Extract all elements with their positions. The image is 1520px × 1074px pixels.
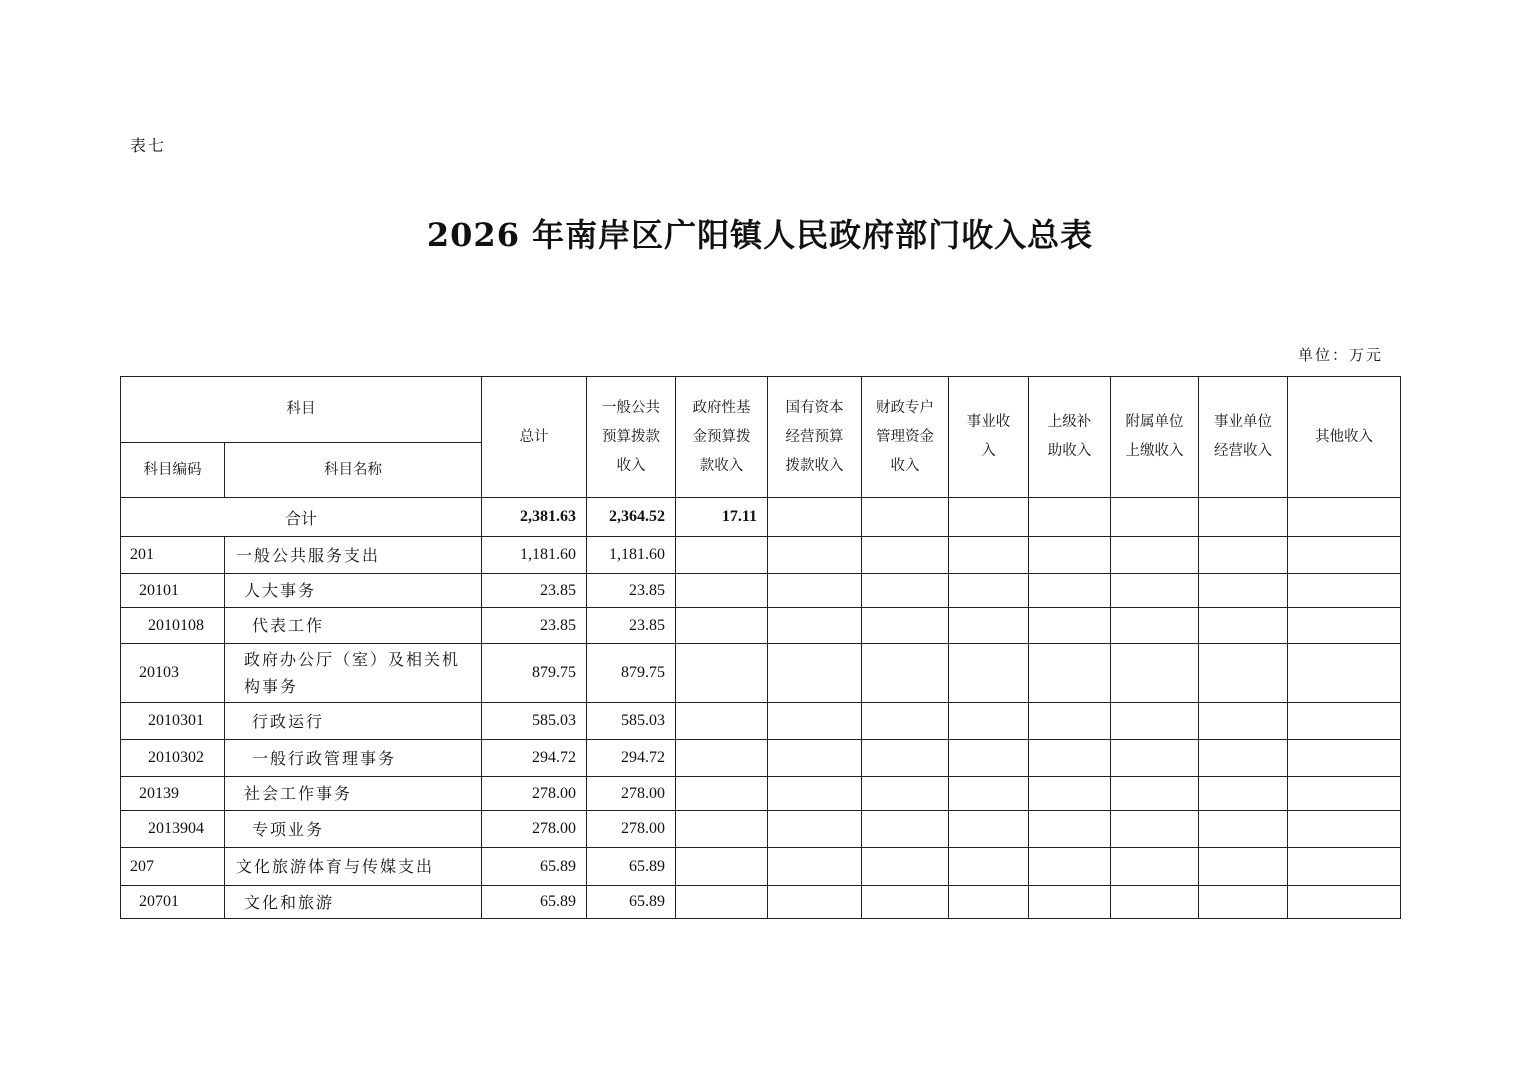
empty-cell bbox=[1199, 644, 1288, 703]
empty-cell bbox=[1199, 886, 1288, 919]
empty-cell bbox=[949, 777, 1029, 811]
empty-cell bbox=[1199, 574, 1288, 608]
empty-cell bbox=[1029, 886, 1111, 919]
empty-cell bbox=[862, 777, 949, 811]
subject-code: 20139 bbox=[121, 777, 225, 811]
table-row bbox=[121, 740, 1401, 777]
empty-cell bbox=[1199, 498, 1288, 537]
empty-cell bbox=[768, 886, 862, 919]
empty-cell bbox=[1029, 703, 1111, 740]
empty-cell bbox=[1288, 740, 1401, 777]
empty-cell bbox=[862, 574, 949, 608]
row-total: 278.00 bbox=[482, 777, 587, 811]
subject-name: 一般行政管理事务 bbox=[225, 740, 482, 777]
total-general-budget: 2,364.52 bbox=[587, 498, 676, 537]
subject-name: 行政运行 bbox=[225, 703, 482, 740]
empty-cell bbox=[768, 644, 862, 703]
empty-cell bbox=[949, 703, 1029, 740]
empty-cell bbox=[949, 537, 1029, 574]
subject-code: 20101 bbox=[121, 574, 225, 608]
header-affiliated-payment: 附属单位上缴收入 bbox=[1111, 377, 1199, 498]
header-fiscal-special: 财政专户管理资金收入 bbox=[862, 377, 949, 498]
empty-cell bbox=[1288, 777, 1401, 811]
empty-cell bbox=[676, 644, 768, 703]
total-amount: 2,381.63 bbox=[482, 498, 587, 537]
empty-cell bbox=[1111, 886, 1199, 919]
header-state-capital: 国有资本经营预算拨款收入 bbox=[768, 377, 862, 498]
table-row bbox=[121, 811, 1401, 848]
row-general-budget: 278.00 bbox=[587, 811, 676, 848]
empty-cell bbox=[1029, 811, 1111, 848]
row-general-budget: 23.85 bbox=[587, 574, 676, 608]
empty-cell bbox=[949, 811, 1029, 848]
empty-cell bbox=[1199, 848, 1288, 886]
row-total: 23.85 bbox=[482, 574, 587, 608]
unit-label: 单位：万元 bbox=[1298, 346, 1384, 364]
subject-name: 文化和旅游 bbox=[225, 886, 482, 919]
subject-code: 2013904 bbox=[121, 811, 225, 848]
empty-cell bbox=[768, 703, 862, 740]
page-title: 2026 年南岸区广阳镇人民政府部门收入总表 bbox=[426, 216, 1094, 254]
empty-cell bbox=[1111, 811, 1199, 848]
empty-cell bbox=[1111, 537, 1199, 574]
row-total: 278.00 bbox=[482, 811, 587, 848]
header-subject-name: 科目名称 bbox=[225, 443, 482, 498]
empty-cell bbox=[1199, 740, 1288, 777]
table-number: 表七 bbox=[130, 136, 167, 155]
empty-cell bbox=[676, 848, 768, 886]
empty-cell bbox=[1288, 886, 1401, 919]
empty-cell bbox=[1029, 644, 1111, 703]
empty-cell bbox=[1288, 574, 1401, 608]
empty-cell bbox=[768, 848, 862, 886]
empty-cell bbox=[676, 777, 768, 811]
empty-cell bbox=[1199, 777, 1288, 811]
empty-cell bbox=[1029, 740, 1111, 777]
header-total: 总计 bbox=[482, 377, 587, 498]
subject-name: 政府办公厅（室）及相关机构事务 bbox=[225, 644, 482, 703]
row-general-budget: 879.75 bbox=[587, 644, 676, 703]
empty-cell bbox=[862, 848, 949, 886]
empty-cell bbox=[676, 886, 768, 919]
empty-cell bbox=[768, 777, 862, 811]
empty-cell bbox=[1029, 608, 1111, 644]
empty-cell bbox=[1288, 498, 1401, 537]
empty-cell bbox=[1029, 537, 1111, 574]
empty-cell bbox=[768, 740, 862, 777]
header-business-operating: 事业单位经营收入 bbox=[1199, 377, 1288, 498]
empty-cell bbox=[1199, 608, 1288, 644]
empty-cell bbox=[768, 537, 862, 574]
subject-code: 2010108 bbox=[121, 608, 225, 644]
empty-cell bbox=[768, 811, 862, 848]
subject-name: 人大事务 bbox=[225, 574, 482, 608]
row-general-budget: 65.89 bbox=[587, 886, 676, 919]
empty-cell bbox=[676, 608, 768, 644]
table-row bbox=[121, 644, 1401, 703]
empty-cell bbox=[1111, 703, 1199, 740]
total-row bbox=[121, 498, 1401, 537]
header-subject-code: 科目编码 bbox=[121, 443, 225, 498]
empty-cell bbox=[949, 574, 1029, 608]
empty-cell bbox=[1111, 848, 1199, 886]
subject-code: 20103 bbox=[121, 644, 225, 703]
table-row bbox=[121, 537, 1401, 574]
empty-cell bbox=[862, 703, 949, 740]
empty-cell bbox=[1288, 608, 1401, 644]
row-general-budget: 1,181.60 bbox=[587, 537, 676, 574]
subject-code: 20701 bbox=[121, 886, 225, 919]
table-row bbox=[121, 574, 1401, 608]
table-row bbox=[121, 703, 1401, 740]
subject-name: 专项业务 bbox=[225, 811, 482, 848]
table-row bbox=[121, 886, 1401, 919]
empty-cell bbox=[1111, 777, 1199, 811]
empty-cell bbox=[1288, 703, 1401, 740]
row-total: 294.72 bbox=[482, 740, 587, 777]
empty-cell bbox=[676, 537, 768, 574]
empty-cell bbox=[862, 740, 949, 777]
empty-cell bbox=[1199, 703, 1288, 740]
empty-cell bbox=[949, 848, 1029, 886]
empty-cell bbox=[1288, 537, 1401, 574]
total-label: 合计 bbox=[121, 498, 482, 537]
empty-cell bbox=[1199, 537, 1288, 574]
empty-cell bbox=[1111, 740, 1199, 777]
empty-cell bbox=[1199, 811, 1288, 848]
empty-cell bbox=[1029, 777, 1111, 811]
subject-name: 代表工作 bbox=[225, 608, 482, 644]
row-total: 65.89 bbox=[482, 886, 587, 919]
header-general-budget: 一般公共预算拨款收入 bbox=[587, 377, 676, 498]
table-row bbox=[121, 848, 1401, 886]
row-total: 879.75 bbox=[482, 644, 587, 703]
empty-cell bbox=[949, 886, 1029, 919]
header-business-income: 事业收入 bbox=[949, 377, 1029, 498]
subject-name: 文化旅游体育与传媒支出 bbox=[225, 848, 482, 886]
header-superior-subsidy: 上级补助收入 bbox=[1029, 377, 1111, 498]
empty-cell bbox=[1029, 498, 1111, 537]
empty-cell bbox=[768, 608, 862, 644]
row-general-budget: 23.85 bbox=[587, 608, 676, 644]
empty-cell bbox=[862, 537, 949, 574]
row-general-budget: 585.03 bbox=[587, 703, 676, 740]
empty-cell bbox=[768, 498, 862, 537]
header-other-income: 其他收入 bbox=[1288, 377, 1401, 498]
empty-cell bbox=[949, 740, 1029, 777]
row-general-budget: 65.89 bbox=[587, 848, 676, 886]
empty-cell bbox=[949, 644, 1029, 703]
empty-cell bbox=[862, 811, 949, 848]
subject-code: 201 bbox=[121, 537, 225, 574]
subject-name: 社会工作事务 bbox=[225, 777, 482, 811]
subject-code: 2010302 bbox=[121, 740, 225, 777]
empty-cell bbox=[949, 498, 1029, 537]
header-gov-fund: 政府性基金预算拨款收入 bbox=[676, 377, 768, 498]
empty-cell bbox=[862, 644, 949, 703]
empty-cell bbox=[1288, 848, 1401, 886]
empty-cell bbox=[1029, 848, 1111, 886]
subject-code: 2010301 bbox=[121, 703, 225, 740]
header-subject: 科目 bbox=[121, 377, 482, 443]
income-table bbox=[120, 376, 1401, 919]
empty-cell bbox=[676, 740, 768, 777]
empty-cell bbox=[1111, 608, 1199, 644]
empty-cell bbox=[1288, 644, 1401, 703]
table-row bbox=[121, 777, 1401, 811]
row-general-budget: 294.72 bbox=[587, 740, 676, 777]
subject-name: 一般公共服务支出 bbox=[225, 537, 482, 574]
empty-cell bbox=[862, 498, 949, 537]
row-total: 65.89 bbox=[482, 848, 587, 886]
subject-code: 207 bbox=[121, 848, 225, 886]
empty-cell bbox=[676, 574, 768, 608]
empty-cell bbox=[1288, 811, 1401, 848]
empty-cell bbox=[862, 608, 949, 644]
row-total: 23.85 bbox=[482, 608, 587, 644]
row-general-budget: 278.00 bbox=[587, 777, 676, 811]
empty-cell bbox=[862, 886, 949, 919]
empty-cell bbox=[676, 811, 768, 848]
table-row bbox=[121, 608, 1401, 644]
empty-cell bbox=[1111, 498, 1199, 537]
row-total: 585.03 bbox=[482, 703, 587, 740]
empty-cell bbox=[768, 574, 862, 608]
empty-cell bbox=[1111, 574, 1199, 608]
row-total: 1,181.60 bbox=[482, 537, 587, 574]
empty-cell bbox=[676, 703, 768, 740]
empty-cell bbox=[1111, 644, 1199, 703]
empty-cell bbox=[949, 608, 1029, 644]
empty-cell bbox=[1029, 574, 1111, 608]
total-gov-fund: 17.11 bbox=[676, 498, 768, 537]
